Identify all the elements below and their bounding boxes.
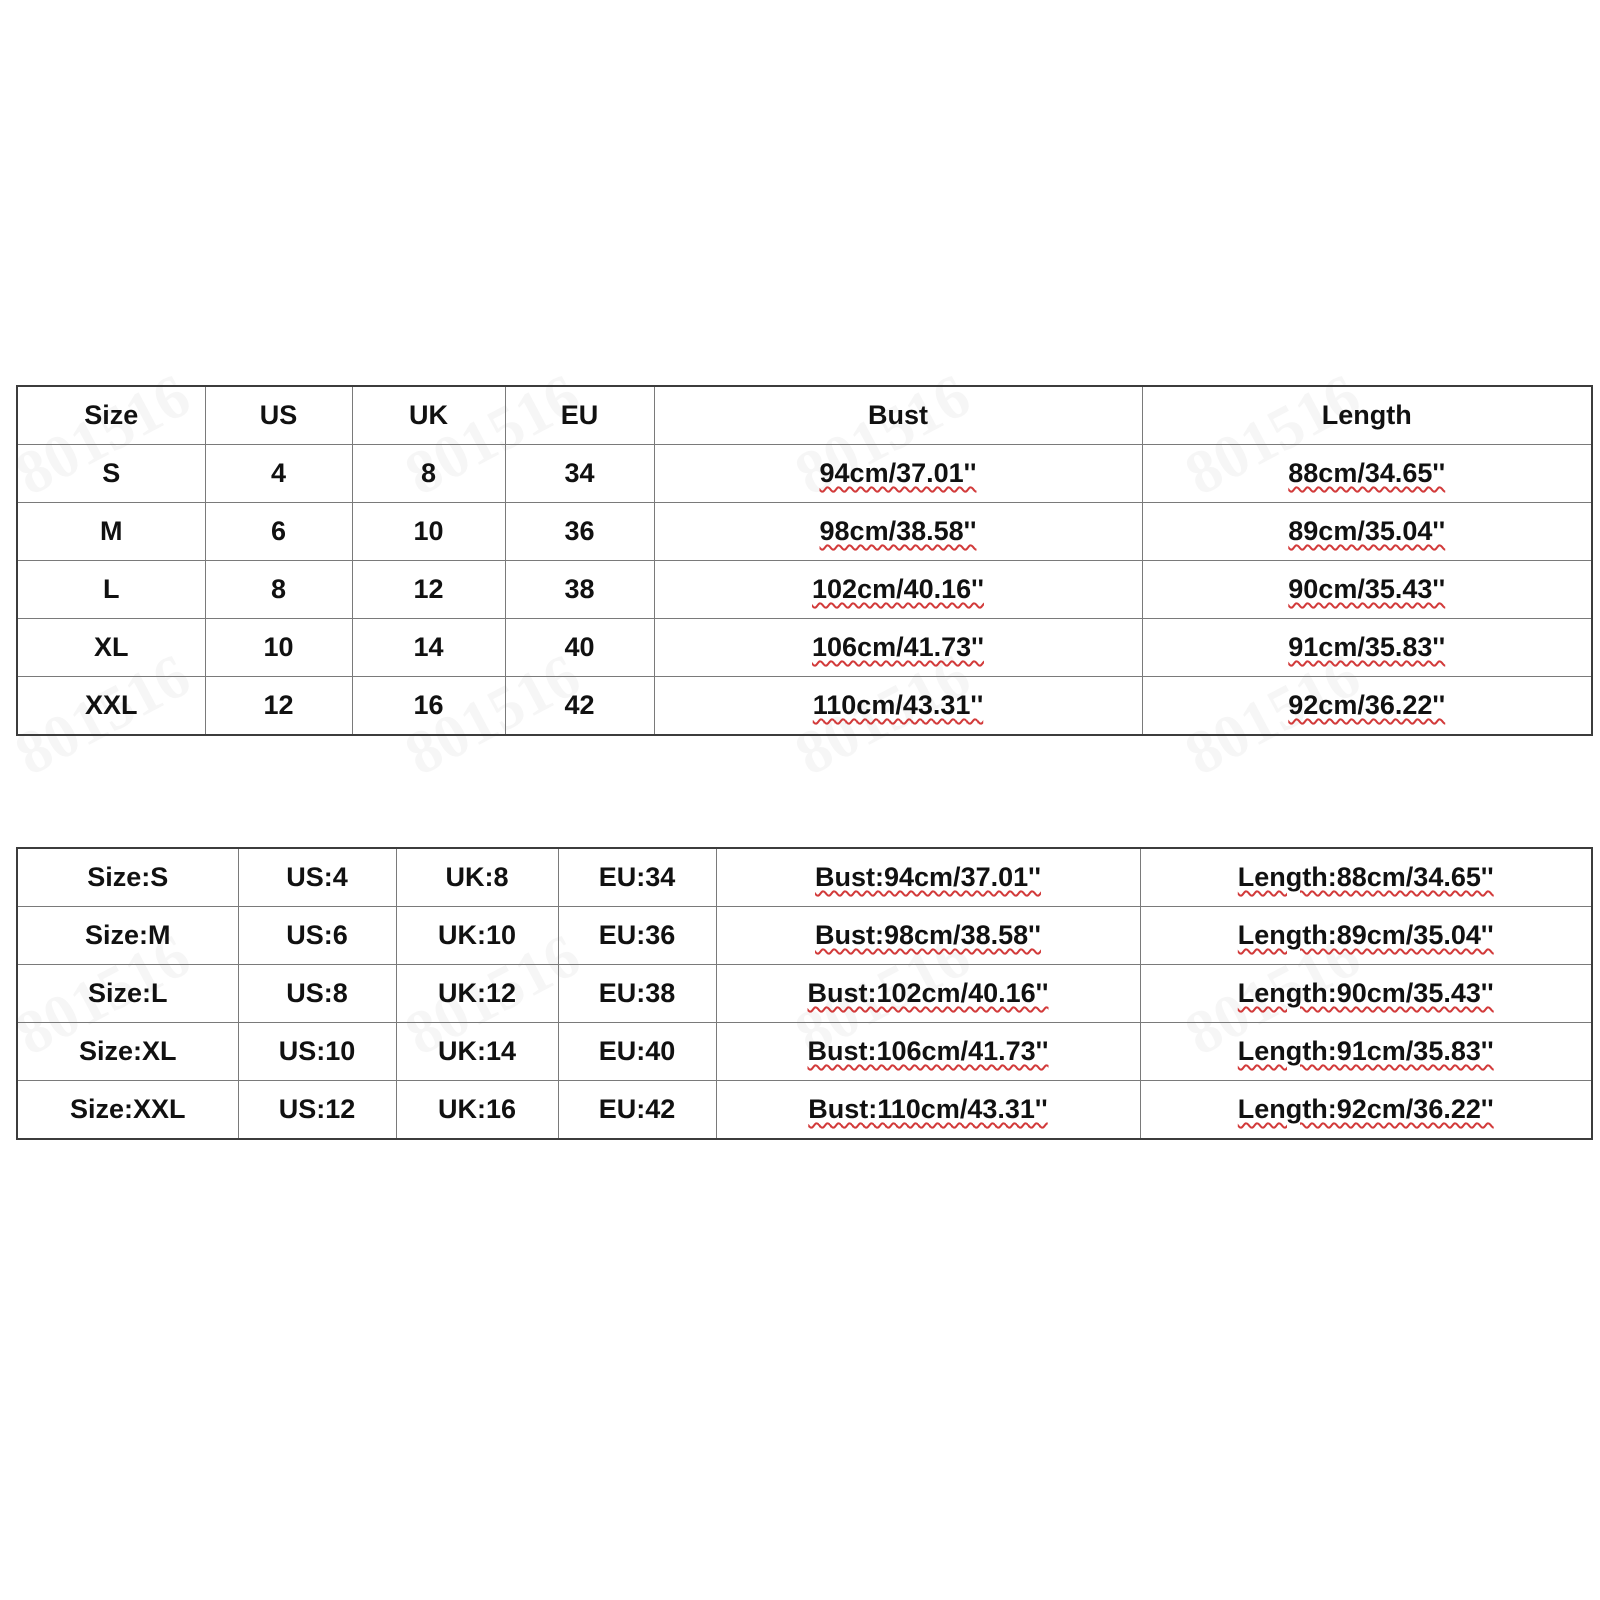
table-row xyxy=(17,677,1592,736)
bust-value: 102cm/40.16'' xyxy=(812,574,984,604)
cell-eu: 42 xyxy=(505,677,654,736)
length-value: Length:90cm/35.43'' xyxy=(1237,978,1494,1008)
cell-length xyxy=(1142,503,1592,561)
cell-size: Size:XXL xyxy=(17,1081,238,1140)
length-value: Length:88cm/34.65'' xyxy=(1237,862,1494,892)
cell-us: US:6 xyxy=(238,907,396,965)
cell-length xyxy=(1142,561,1592,619)
table-row xyxy=(17,907,1592,965)
table-row xyxy=(17,503,1592,561)
table-row xyxy=(17,1081,1592,1140)
cell-bust xyxy=(654,445,1142,503)
cell-eu: 34 xyxy=(505,445,654,503)
cell-bust xyxy=(654,503,1142,561)
header-bust: Bust xyxy=(654,386,1142,445)
cell-eu: EU:38 xyxy=(558,965,716,1023)
table-row xyxy=(17,965,1592,1023)
table-header-row xyxy=(17,386,1592,445)
cell-eu: 38 xyxy=(505,561,654,619)
cell-length xyxy=(1140,1023,1592,1081)
size-chart-table-2 xyxy=(16,847,1593,1140)
table-row xyxy=(17,1023,1592,1081)
cell-size: Size:M xyxy=(17,907,238,965)
bust-value: 98cm/38.58'' xyxy=(819,516,977,546)
bust-value: 94cm/37.01'' xyxy=(819,458,977,488)
cell-size: M xyxy=(17,503,205,561)
cell-eu: EU:42 xyxy=(558,1081,716,1140)
cell-us: 10 xyxy=(205,619,352,677)
length-value: 92cm/36.22'' xyxy=(1288,690,1446,720)
bust-value: Bust:98cm/38.58'' xyxy=(815,920,1041,950)
cell-uk: UK:14 xyxy=(396,1023,558,1081)
length-value: 88cm/34.65'' xyxy=(1288,458,1446,488)
cell-us: 6 xyxy=(205,503,352,561)
bust-value: 110cm/43.31'' xyxy=(812,690,984,720)
cell-size: S xyxy=(17,445,205,503)
cell-length xyxy=(1140,965,1592,1023)
cell-us: US:12 xyxy=(238,1081,396,1140)
length-value: 89cm/35.04'' xyxy=(1288,516,1446,546)
cell-size: XL xyxy=(17,619,205,677)
length-value: 90cm/35.43'' xyxy=(1288,574,1446,604)
cell-eu: 40 xyxy=(505,619,654,677)
cell-length xyxy=(1140,907,1592,965)
cell-length xyxy=(1140,848,1592,907)
bust-value: Bust:106cm/41.73'' xyxy=(807,1036,1049,1066)
table-row xyxy=(17,561,1592,619)
cell-uk: 12 xyxy=(352,561,505,619)
cell-bust xyxy=(716,965,1140,1023)
cell-size: Size:XL xyxy=(17,1023,238,1081)
cell-uk: UK:8 xyxy=(396,848,558,907)
header-us: US xyxy=(205,386,352,445)
cell-us: 12 xyxy=(205,677,352,736)
cell-bust xyxy=(716,848,1140,907)
header-length: Length xyxy=(1142,386,1592,445)
table-row xyxy=(17,619,1592,677)
cell-uk: 16 xyxy=(352,677,505,736)
table-row xyxy=(17,445,1592,503)
size-chart-table-1 xyxy=(16,385,1593,736)
cell-bust xyxy=(716,1023,1140,1081)
length-value: Length:91cm/35.83'' xyxy=(1237,1036,1494,1066)
length-value: 91cm/35.83'' xyxy=(1288,632,1446,662)
cell-uk: UK:12 xyxy=(396,965,558,1023)
cell-length xyxy=(1142,677,1592,736)
cell-uk: UK:16 xyxy=(396,1081,558,1140)
cell-bust xyxy=(654,619,1142,677)
cell-bust xyxy=(716,1081,1140,1140)
cell-us: 4 xyxy=(205,445,352,503)
header-eu: EU xyxy=(505,386,654,445)
header-uk: UK xyxy=(352,386,505,445)
cell-uk: 8 xyxy=(352,445,505,503)
cell-us: US:4 xyxy=(238,848,396,907)
cell-uk: 10 xyxy=(352,503,505,561)
length-value: Length:89cm/35.04'' xyxy=(1237,920,1494,950)
cell-size: Size:S xyxy=(17,848,238,907)
cell-bust xyxy=(654,561,1142,619)
length-value: Length:92cm/36.22'' xyxy=(1237,1094,1494,1124)
bust-value: 106cm/41.73'' xyxy=(812,632,984,662)
cell-uk: 14 xyxy=(352,619,505,677)
cell-length xyxy=(1140,1081,1592,1140)
cell-us: 8 xyxy=(205,561,352,619)
cell-length xyxy=(1142,619,1592,677)
cell-us: US:8 xyxy=(238,965,396,1023)
cell-bust xyxy=(654,677,1142,736)
cell-length xyxy=(1142,445,1592,503)
header-size: Size xyxy=(17,386,205,445)
cell-eu: EU:34 xyxy=(558,848,716,907)
bust-value: Bust:102cm/40.16'' xyxy=(807,978,1049,1008)
bust-value: Bust:94cm/37.01'' xyxy=(815,862,1041,892)
cell-eu: 36 xyxy=(505,503,654,561)
cell-eu: EU:36 xyxy=(558,907,716,965)
table-row xyxy=(17,848,1592,907)
cell-size: L xyxy=(17,561,205,619)
cell-size: XXL xyxy=(17,677,205,736)
cell-us: US:10 xyxy=(238,1023,396,1081)
cell-eu: EU:40 xyxy=(558,1023,716,1081)
cell-size: Size:L xyxy=(17,965,238,1023)
cell-uk: UK:10 xyxy=(396,907,558,965)
bust-value: Bust:110cm/43.31'' xyxy=(808,1094,1048,1124)
cell-bust xyxy=(716,907,1140,965)
